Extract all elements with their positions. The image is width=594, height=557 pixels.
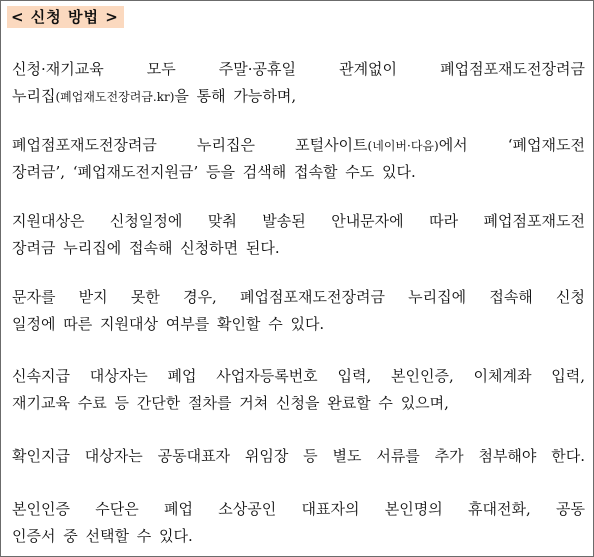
- paragraph-line: 지원대상은 신청일정에 맞춰 발송된 안내문자에 따라 폐업점포재도전: [12, 212, 585, 230]
- paragraph-line: 본인인증 수단은 폐업 소상공인 대표자의 본인명의 휴대전화, 공동: [12, 500, 585, 518]
- paragraph-line: 일정에 따른 지원대상 여부를 확인할 수 있다.: [12, 315, 325, 333]
- portal-names: (네이버·다음): [367, 139, 439, 153]
- paragraph-line: 재기교육 수료 등 간단한 절차를 거쳐 신청을 완료할 수 있으며,: [12, 394, 449, 412]
- section-title: < 신청 방법 >: [7, 6, 124, 28]
- paragraph-no-message: [12, 284, 585, 338]
- paragraph-line: 인증서 중 선택할 수 있다.: [12, 527, 193, 545]
- paragraph-line: 문자를 받지 못한 경우, 폐업점포재도전장려금 누리집에 접속해 신청: [12, 288, 585, 306]
- paragraph-line: 확인지급 대상자는 공동대표자 위임장 등 별도 서류를 추가 첨부해야 한다.: [12, 447, 585, 465]
- paragraph-notification: [12, 208, 585, 262]
- line-text: 을 통해 가능하며,: [174, 87, 297, 105]
- paragraph-verification-payment: [12, 443, 585, 470]
- paragraph-authentication: [12, 496, 585, 550]
- paragraph-line: [12, 83, 585, 110]
- paragraph-line: 신청·재기교육 모두 주말·공휴일 관계없이 폐업점포재도전장려금: [12, 60, 585, 78]
- line-text: 에서 ‘폐업재도전: [438, 136, 585, 154]
- line-text: 누리집: [12, 87, 56, 105]
- paragraph-fast-payment: [12, 363, 585, 417]
- paragraph-line: 장려금 누리집에 접속해 신청하면 된다.: [12, 239, 280, 257]
- paragraph-application-channel: [12, 56, 585, 110]
- line-text: 폐업점포재도전장려금 누리집은 포털사이트: [12, 136, 368, 154]
- paragraph-line: 장려금’, ‘폐업재도전지원금’ 등을 검색해 접속할 수도 있다.: [12, 163, 416, 181]
- paragraph-line: 신속지급 대상자는 폐업 사업자등록번호 입력, 본인인증, 이체계좌 입력,: [12, 367, 585, 385]
- website-address: (폐업재도전장려금.kr): [55, 90, 175, 104]
- paragraph-line: [12, 132, 585, 159]
- paragraph-portal-search: [12, 132, 585, 186]
